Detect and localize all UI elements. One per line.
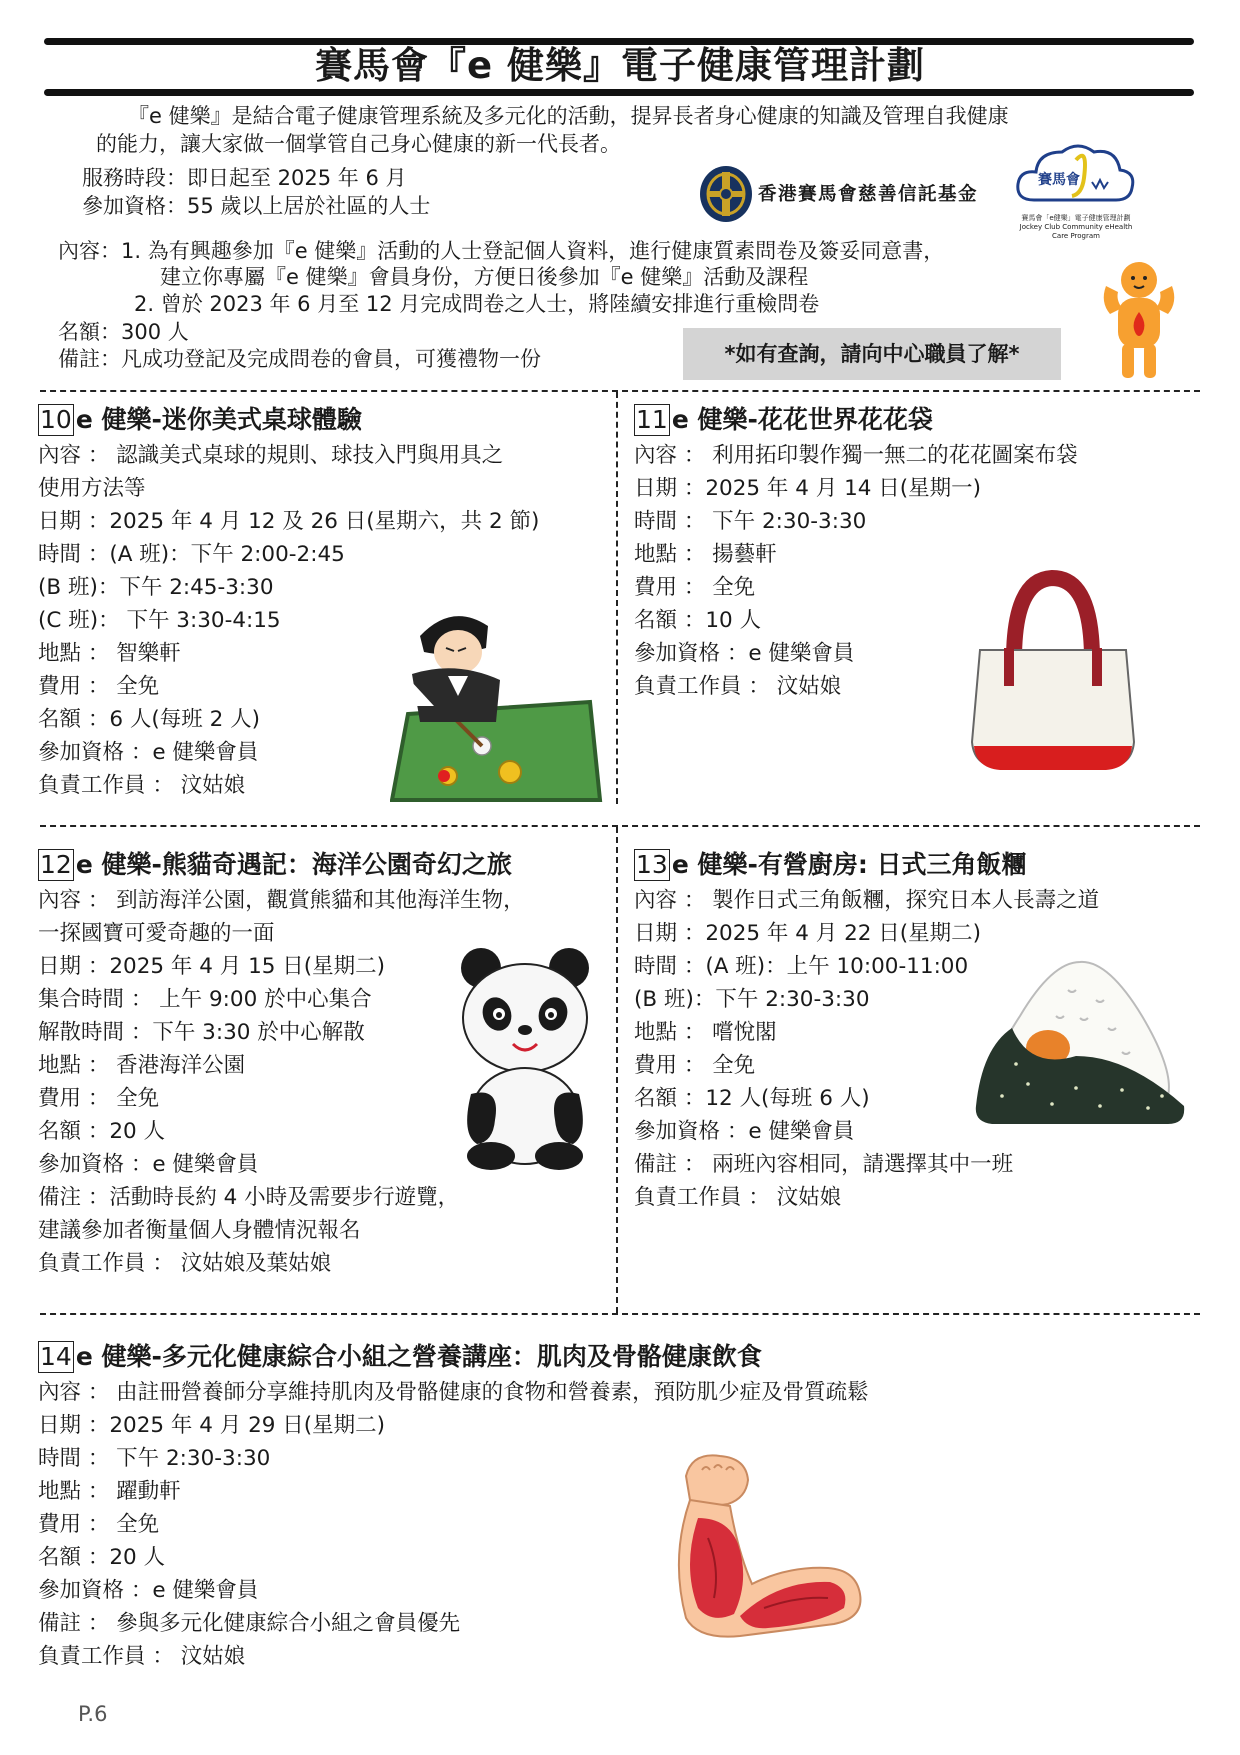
activity-staff: 負責工作員 ： 汶姑娘 — [634, 674, 842, 699]
activity-content-cont: 使用方法等 — [38, 476, 146, 501]
content-item-2: 2. 曾於 2023 年 6 月至 12 月完成問卷之人士，將陸續安排進行重檢問卷 — [134, 292, 820, 316]
activity-quota: 名額 ：6 人(每班 2 人) — [38, 707, 260, 732]
remark: 備註：凡成功登記及完成問卷的會員，可獲禮物一份 — [58, 347, 541, 371]
activity-content: 內容 ： 由註冊營養師分享維持肌肉及骨骼健康的食物和營養素，預防肌少症及骨質疏鬆 — [38, 1380, 869, 1405]
activity-eligibility: 參加資格 ：e 健樂會員 — [38, 1152, 259, 1177]
activity-staff: 負責工作員 ： 汶姑娘 — [38, 773, 246, 798]
enquiry-note: *如有查詢，請向中心職員了解* — [683, 328, 1061, 380]
ehealth-logo-text: 賽馬會 — [1038, 172, 1080, 188]
activity-venue: 地點 ： 揚藝軒 — [634, 542, 777, 567]
page-title: 賽馬會『e 健樂』電子健康管理計劃 — [315, 44, 925, 87]
ehealth-logo — [1012, 138, 1140, 240]
activity-number: 13 — [636, 850, 668, 879]
activity-venue: 地點 ： 躍動軒 — [38, 1479, 181, 1504]
jockey-club-seal-icon — [698, 164, 754, 224]
arm-muscle-illustration — [668, 1448, 864, 1644]
activity-eligibility: 參加資格 ：e 健樂會員 — [634, 1119, 855, 1144]
jockey-club-name: 香港賽馬會慈善信託基金 — [758, 184, 979, 205]
intro-text-line2: 的能力，讓大家做一個掌管自己身心健康的新一代長者。 — [96, 132, 621, 156]
strong-mascot-icon — [1096, 258, 1182, 384]
activity-remark: 備註 ： 兩班內容相同，請選擇其中一班 — [634, 1152, 1014, 1177]
activity-fee: 費用 ： 全免 — [634, 1053, 756, 1078]
activity-staff: 負責工作員 ： 汶姑娘 — [38, 1644, 246, 1669]
activity-content: 內容 ： 製作日式三角飯糰，探究日本人長壽之道 — [634, 888, 1100, 913]
activity-time-a: 時間 ：(A 班)：下午 2:00-2:45 — [38, 542, 345, 567]
activity-remark: 備注 ：活動時長約 4 小時及需要步行遊覽， — [38, 1185, 460, 1210]
activity-time: 時間 ： 下午 2:30-3:30 — [38, 1446, 271, 1471]
activity-eligibility: 參加資格 ：e 健樂會員 — [634, 641, 855, 666]
activity-fee: 費用 ： 全免 — [38, 1086, 160, 1111]
activity-time-c: (C 班)： 下午 3:30-4:15 — [38, 608, 281, 633]
tote-bag-illustration — [966, 570, 1140, 780]
quota: 名額：300 人 — [58, 320, 189, 344]
divider-vertical-lower — [616, 827, 618, 1313]
activity-eligibility: 參加資格 ：e 健樂會員 — [38, 1578, 259, 1603]
activity-fee: 費用 ： 全免 — [634, 575, 756, 600]
divider-top — [40, 390, 1200, 392]
activity-time-b: (B 班)：下午 2:30-3:30 — [634, 987, 870, 1012]
activity-fee: 費用 ： 全免 — [38, 1512, 160, 1537]
activity-number: 14 — [40, 1342, 72, 1371]
activity-content-cont: 一探國寶可愛奇趣的一面 — [38, 921, 275, 946]
activity-content: 內容 ： 認識美式桌球的規則、球技入門與用具之 — [38, 443, 504, 468]
activity-content: 內容 ： 到訪海洋公園，觀賞熊貓和其他海洋生物， — [38, 888, 525, 913]
activity-time: 時間 ： 下午 2:30-3:30 — [634, 509, 867, 534]
divider-bottom — [40, 1313, 1200, 1315]
activity-time-b: (B 班)：下午 2:45-3:30 — [38, 575, 274, 600]
activity-date: 日期 ：2025 年 4 月 22 日(星期二) — [634, 921, 982, 946]
activity-title: 11 e 健樂-花花世界花花袋 — [636, 405, 933, 434]
activity-date: 日期 ：2025 年 4 月 15 日(星期二) — [38, 954, 386, 979]
activity-venue: 地點 ： 智樂軒 — [38, 641, 181, 666]
activity-number: 10 — [40, 405, 72, 434]
activity-date: 日期 ：2025 年 4 月 29 日(星期二) — [38, 1413, 386, 1438]
activity-title: 12 e 健樂-熊貓奇遇記：海洋公園奇幻之旅 — [40, 850, 512, 879]
activity-quota: 名額 ：20 人 — [38, 1545, 166, 1570]
activity-eligibility: 參加資格 ：e 健樂會員 — [38, 740, 259, 765]
page-number: P.6 — [78, 1702, 108, 1726]
eligibility: 參加資格：55 歲以上居於社區的人士 — [82, 194, 431, 218]
content-item-1b: 建立你專屬『e 健樂』會員身份，方便日後參加『e 健樂』活動及課程 — [160, 265, 809, 289]
activity-number: 12 — [40, 850, 72, 879]
activity-quota: 名額 ：10 人 — [634, 608, 762, 633]
activity-dismiss-time: 解散時間 ：下午 3:30 於中心解散 — [38, 1020, 365, 1045]
title-rule-bottom — [44, 89, 1194, 96]
ehealth-cloud-icon — [1012, 138, 1140, 214]
panda-illustration — [455, 944, 595, 1170]
activity-gather-time: 集合時間 ： 上午 9:00 於中心集合 — [38, 987, 372, 1012]
activity-staff: 負責工作員 ： 汶姑娘及葉姑娘 — [38, 1251, 332, 1276]
activity-number: 11 — [636, 405, 668, 434]
intro-text-line1: 『e 健樂』是結合電子健康管理系統及多元化的活動，提昇長者身心健康的知識及管理自我健康 — [128, 104, 1009, 128]
activity-title: 13 e 健樂-有營廚房: 日式三角飯糰 — [636, 850, 1027, 879]
rice-ball-illustration — [972, 956, 1188, 1126]
activity-time-a: 時間 ：(A 班)：上午 10:00-11:00 — [634, 954, 969, 979]
activity-fee: 費用 ： 全免 — [38, 674, 160, 699]
jockey-club-logo — [698, 160, 998, 226]
activity-date: 日期 ：2025 年 4 月 14 日(星期一) — [634, 476, 982, 501]
activity-remark: 備註 ： 參與多元化健康綜合小組之會員優先 — [38, 1611, 461, 1636]
activity-title: 14 e 健樂-多元化健康綜合小組之營養講座：肌肉及骨骼健康飲食 — [40, 1342, 762, 1371]
activity-staff: 負責工作員 ： 汶姑娘 — [634, 1185, 842, 1210]
activity-content: 內容 ： 利用拓印製作獨一無二的花花圖案布袋 — [634, 443, 1078, 468]
billiards-player-illustration — [390, 596, 604, 804]
divider-vertical-upper — [616, 392, 618, 804]
activity-date: 日期 ：2025 年 4 月 12 及 26 日(星期六，共 2 節) — [38, 509, 540, 534]
activity-remark-cont: 建議參加者衡量個人身體情況報名 — [38, 1218, 361, 1243]
ehealth-logo-caption: 賽馬會「e健樂」電子健康管理計劃 Jockey Club Community eHealth Care Program — [1019, 214, 1133, 240]
service-period: 服務時段：即日起至 2025 年 6 月 — [82, 166, 407, 190]
activity-quota: 名額 ：20 人 — [38, 1119, 166, 1144]
content-item-1a: 內容：1. 為有興趣參加『e 健樂』活動的人士登記個人資料，進行健康質素問卷及簽妥同意書， — [58, 239, 945, 263]
activity-quota: 名額 ：12 人(每班 6 人) — [634, 1086, 870, 1111]
activity-venue: 地點 ： 嚐悅閣 — [634, 1020, 777, 1045]
divider-middle — [40, 825, 1200, 827]
activity-venue: 地點 ： 香港海洋公園 — [38, 1053, 246, 1078]
activity-title: 10 e 健樂-迷你美式桌球體驗 — [40, 405, 362, 434]
